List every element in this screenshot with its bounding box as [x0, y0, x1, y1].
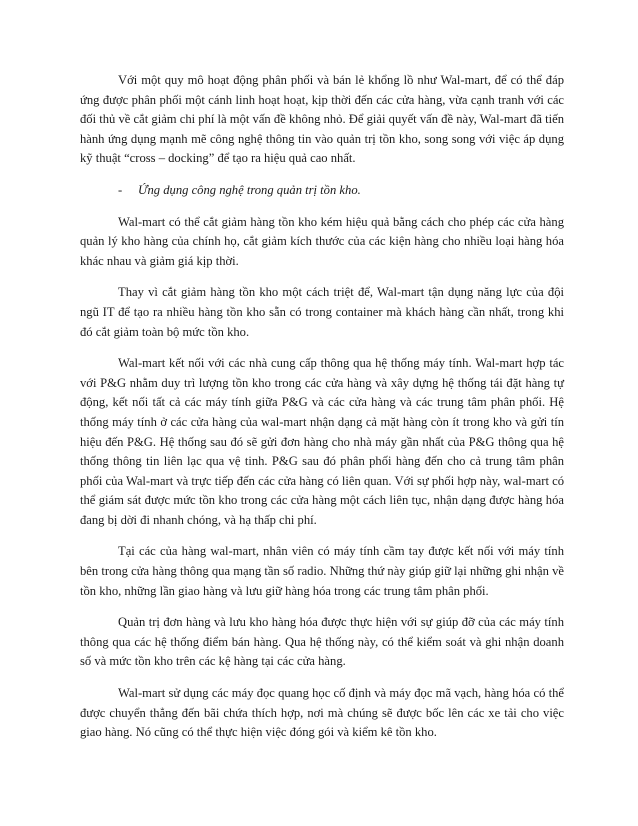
bullet-heading [80, 181, 564, 201]
document-body [80, 71, 564, 755]
paragraph-handheld: Tại các của hàng wal-mart, nhân viên có máy tính cầm tay được kết nối với máy tính bên trong cửa hàng thông qua mạng tần số radio. Những thứ này giúp giữ lại những ghi nhận về tồn kho, những lần giao hàng và lưu giữ hàng hóa trong các trung tâm phân phối. [80, 544, 564, 598]
paragraph-suppliers: Wal-mart kết nối với các nhà cung cấp thông qua hệ thống máy tính. Wal-mart hợp tác với P&G nhằm duy trì lượng tồn kho trong các cửa hàng và xây dựng hệ thống tái đặt hàng tự động, kết nối tất cả các máy tính giữa P&G và các cửa hàng và các trung tâm phân phối. Hệ thống máy tính ở các cửa hàng của wal-mart nhận dạng cả mặt hàng còn ít trong kho và gửi tín hiệu đến P&G. Hệ thống sau đó sẽ gửi đơn hàng cho nhà máy gần nhất của P&G thông qua hệ thống thông tin liên lạc qua vệ tinh. P&G sau đó phân phối hàng đến cho cả trung tâm phân phối của Wal-mart và trực tiếp đến các cửa hàng có liên quan. Với sự phối hợp này, wal-mart có thể giám sát được mức tồn kho trong các cửa hàng một cách liên tục, nhận dạng được hàng hóa đang bị dời đi nhanh chóng, và hạ thấp chi phí. [80, 356, 564, 527]
paragraph-inventory-cut: Wal-mart có thể cắt giảm hàng tồn kho kém hiệu quả bằng cách cho phép các cửa hàng quản lý kho hàng của chính họ, cắt giảm kích thước của các kiện hàng cho nhiều loại hàng hóa khác nhau và giảm giá kịp thời. [80, 214, 564, 268]
paragraph-it-team: Thay vì cắt giảm hàng tồn kho một cách triệt để, Wal-mart tận dụng năng lực của đội ngũ IT để tạo ra nhiều hàng tồn kho sẵn có trong container mà khách hàng cần nhất, trong khi đó cắt giảm toàn bộ mức tồn kho. [80, 285, 564, 339]
paragraph-order-management: Quản trị đơn hàng và lưu kho hàng hóa được thực hiện với sự giúp đỡ của các máy tính thông qua các hệ thống điểm bán hàng. Qua hệ thống này, có thể kiểm soát và ghi nhận doanh số và mức tồn kho trên các kệ hàng tại các cửa hàng. [80, 615, 564, 669]
bullet-marker: - [118, 182, 123, 197]
paragraph-intro: Với một quy mô hoạt động phân phối và bán lẻ khổng lồ như Wal-mart, để có thể đáp ứng được phân phối một cánh linh hoạt hoạt, kịp thời đến các cửa hàng, vừa cạnh tranh với các đối thủ về cắt giảm chi phí là một vấn đề không nhỏ. Để giải quyết vấn đề này, Wal-mart đã tiến hành ứng dụng mạnh mẽ công nghệ thông tin vào quản trị tồn kho, song song với việc áp dụng kỹ thuật “cross – docking” để tạo ra hiệu quả cao nhất. [80, 73, 564, 166]
bullet-text: Ứng dụng công nghệ trong quản trị tồn kho. [138, 182, 361, 197]
paragraph-scanners: Wal-mart sử dụng các máy đọc quang học cố định và máy đọc mã vạch, hàng hóa có thể được chuyển thẳng đến bãi chứa thích hợp, nơi mà chúng sẽ được bốc lên các xe tải cho việc giao hàng. Nó cũng có thể thực hiện việc đóng gói và kiểm kê tồn kho. [80, 686, 564, 740]
